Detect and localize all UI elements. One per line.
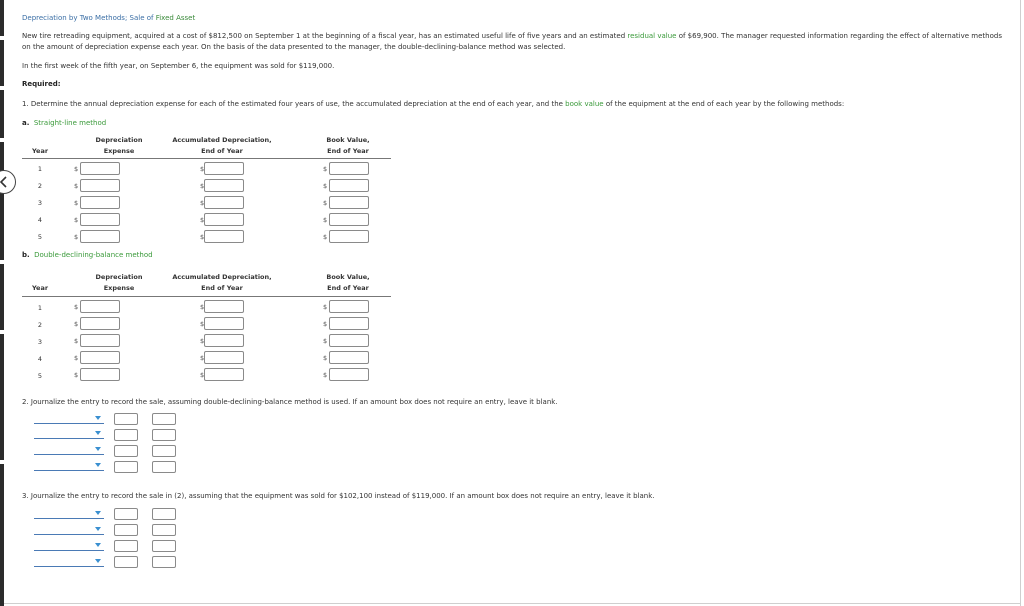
dep-header-line1: Depreciation	[95, 273, 143, 281]
credit-input[interactable]	[152, 524, 176, 536]
left-edge-bar	[0, 0, 4, 606]
dropdown-arrow-icon[interactable]	[95, 463, 101, 467]
dep-header-line1: Depreciation	[95, 136, 143, 144]
book-header-line2: End of Year	[327, 147, 369, 155]
question-3: 3. Journalize the entry to record the sale in (2), assuming that the equipment was sold for $102,100 instead of $119,000. If an amount box does not require an entry, leave it blank.	[22, 492, 655, 500]
dep-expense-input[interactable]	[80, 213, 120, 226]
year-label: 5	[37, 233, 43, 241]
book-value-input[interactable]	[329, 334, 369, 347]
account-select[interactable]	[34, 534, 104, 535]
book-header-line2: End of Year	[327, 284, 369, 292]
dep-expense-input[interactable]	[80, 334, 120, 347]
accum-dep-input[interactable]	[204, 179, 244, 192]
q1-text-1: 1. Determine the annual depreciation expense for each of the estimated four years of use, the accumulated depreciation at the end of each year, and the	[22, 100, 566, 108]
book-value-input[interactable]	[329, 162, 369, 175]
left-edge-notch	[0, 460, 4, 464]
credit-input[interactable]	[152, 461, 176, 473]
year-label: 4	[37, 355, 43, 363]
accum-dep-input[interactable]	[204, 213, 244, 226]
dropdown-arrow-icon[interactable]	[95, 559, 101, 563]
dollar-sign: $	[74, 337, 79, 345]
intro-paragraph	[22, 31, 1007, 53]
question-2: 2. Journalize the entry to record the sale, assuming double-declining-balance method is used. If an amount box does not require an entry, leave it blank.	[22, 398, 558, 406]
dollar-sign: $	[323, 354, 328, 362]
credit-input[interactable]	[152, 413, 176, 425]
acc-header-line2: End of Year	[201, 284, 243, 292]
accum-dep-input[interactable]	[204, 196, 244, 209]
account-select[interactable]	[34, 438, 104, 439]
dollar-sign: $	[74, 216, 79, 224]
book-header-line1: Book Value,	[326, 273, 370, 281]
acc-header-line1: Accumulated Depreciation,	[172, 273, 272, 281]
back-button[interactable]	[0, 170, 16, 194]
accum-dep-header	[162, 272, 282, 294]
dollar-sign: $	[74, 320, 79, 328]
debit-input[interactable]	[114, 445, 138, 457]
section-a-title: Straight-line method	[33, 119, 107, 127]
problem-title	[22, 14, 195, 22]
dollar-sign: $	[200, 233, 205, 241]
dep-header-line2: Expense	[103, 284, 135, 292]
year-label: 4	[37, 216, 43, 224]
book-value-input[interactable]	[329, 368, 369, 381]
account-select[interactable]	[34, 566, 104, 567]
sold-text: In the first week of the fifth year, on September 6, the equipment was sold for $119,000.	[22, 62, 335, 70]
section-a-label	[22, 118, 1007, 129]
debit-input[interactable]	[114, 461, 138, 473]
account-select[interactable]	[34, 454, 104, 455]
year-label: 3	[37, 199, 43, 207]
chevron-left-icon	[0, 176, 9, 188]
book-value-input[interactable]	[329, 351, 369, 364]
dollar-sign: $	[323, 233, 328, 241]
dollar-sign: $	[200, 320, 205, 328]
acc-header-line1: Accumulated Depreciation,	[172, 136, 272, 144]
book-value-input[interactable]	[329, 317, 369, 330]
account-select[interactable]	[34, 470, 104, 471]
account-select[interactable]	[34, 423, 104, 424]
accum-dep-input[interactable]	[204, 351, 244, 364]
book-value-input[interactable]	[329, 230, 369, 243]
book-header-line1: Book Value,	[326, 136, 370, 144]
section-b-label	[22, 250, 1007, 261]
accum-dep-input[interactable]	[204, 368, 244, 381]
straight-line-table	[22, 135, 391, 247]
dep-header-line2: Expense	[103, 147, 135, 155]
dep-expense-header	[74, 135, 164, 157]
fixed-asset-link[interactable]: Fixed Asset	[155, 14, 196, 22]
title-text: Depreciation by Two Methods; Sale of	[22, 14, 156, 22]
ddb-table	[22, 272, 391, 384]
year-header: Year	[31, 147, 49, 155]
credit-input[interactable]	[152, 508, 176, 520]
left-edge-notch	[0, 86, 4, 90]
dep-expense-input[interactable]	[80, 230, 120, 243]
debit-input[interactable]	[114, 540, 138, 552]
credit-input[interactable]	[152, 556, 176, 568]
debit-input[interactable]	[114, 524, 138, 536]
dollar-sign: $	[74, 371, 79, 379]
left-edge-notch	[0, 330, 4, 334]
intro-text-2: of $69,900. The manager requested information regarding the effect of alternative methods on the amount of depreciation expense each year. On the basis of the data presented to the manager, the double-declining-balance method was selected.	[22, 32, 1002, 51]
accum-dep-header	[162, 135, 282, 157]
dropdown-arrow-icon[interactable]	[95, 527, 101, 531]
dropdown-arrow-icon[interactable]	[95, 543, 101, 547]
dollar-sign: $	[74, 199, 79, 207]
account-select[interactable]	[34, 550, 104, 551]
dropdown-arrow-icon[interactable]	[95, 511, 101, 515]
book-value-input[interactable]	[329, 213, 369, 226]
dollar-sign: $	[74, 182, 79, 190]
account-select[interactable]	[34, 518, 104, 519]
section-b-title: Double-declining-balance method	[34, 251, 153, 259]
dollar-sign: $	[200, 165, 205, 173]
accum-dep-input[interactable]	[204, 334, 244, 347]
book-value-input[interactable]	[329, 300, 369, 313]
dollar-sign: $	[200, 199, 205, 207]
dep-expense-input[interactable]	[80, 300, 120, 313]
credit-input[interactable]	[152, 540, 176, 552]
credit-input[interactable]	[152, 445, 176, 457]
left-edge-notch	[0, 36, 4, 40]
right-border	[1020, 0, 1021, 606]
dep-expense-header	[74, 272, 164, 294]
book-value-header	[318, 272, 378, 294]
dollar-sign: $	[200, 337, 205, 345]
accum-dep-input[interactable]	[204, 317, 244, 330]
dollar-sign: $	[323, 303, 328, 311]
year-label: 5	[37, 372, 43, 380]
left-edge-notch	[0, 260, 4, 264]
dep-expense-input[interactable]	[80, 368, 120, 381]
dollar-sign: $	[323, 337, 328, 345]
residual-value-link[interactable]: residual value	[627, 32, 677, 40]
accum-dep-input[interactable]	[204, 230, 244, 243]
dollar-sign: $	[323, 165, 328, 173]
dep-expense-input[interactable]	[80, 162, 120, 175]
debit-input[interactable]	[114, 429, 138, 441]
dollar-sign: $	[200, 303, 205, 311]
intro-text-1: New tire retreading equipment, acquired at a cost of $812,500 on September 1 at the beginning of a fiscal year, has an estimated useful life of five years and an estimated	[22, 32, 628, 40]
dollar-sign: $	[323, 182, 328, 190]
header-rule	[22, 158, 391, 159]
credit-input[interactable]	[152, 429, 176, 441]
dollar-sign: $	[200, 182, 205, 190]
dep-expense-input[interactable]	[80, 196, 120, 209]
left-edge-notch	[0, 138, 4, 142]
debit-input[interactable]	[114, 508, 138, 520]
header-rule	[22, 296, 391, 297]
dollar-sign: $	[74, 303, 79, 311]
dropdown-arrow-icon[interactable]	[95, 431, 101, 435]
bottom-border	[4, 603, 1020, 604]
book-value-header	[318, 135, 378, 157]
debit-input[interactable]	[114, 413, 138, 425]
required-label: Required:	[22, 80, 61, 88]
year-label: 1	[37, 304, 43, 312]
year-label: 2	[37, 182, 43, 190]
section-a-letter: a.	[22, 119, 30, 127]
section-b-letter: b.	[22, 251, 30, 259]
book-value-input[interactable]	[329, 179, 369, 192]
dollar-sign: $	[323, 320, 328, 328]
dollar-sign: $	[74, 233, 79, 241]
dep-expense-input[interactable]	[80, 179, 120, 192]
dropdown-arrow-icon[interactable]	[95, 416, 101, 420]
book-value-input[interactable]	[329, 196, 369, 209]
year-label: 3	[37, 338, 43, 346]
dropdown-arrow-icon[interactable]	[95, 447, 101, 451]
year-header: Year	[31, 284, 49, 292]
dollar-sign: $	[200, 371, 205, 379]
dollar-sign: $	[323, 371, 328, 379]
accum-dep-input[interactable]	[204, 162, 244, 175]
question-1	[22, 99, 1007, 110]
dollar-sign: $	[323, 199, 328, 207]
acc-header-line2: End of Year	[201, 147, 243, 155]
year-label: 2	[37, 321, 43, 329]
dollar-sign: $	[74, 165, 79, 173]
dollar-sign: $	[200, 354, 205, 362]
accum-dep-input[interactable]	[204, 300, 244, 313]
dep-expense-input[interactable]	[80, 317, 120, 330]
q1-text-2: of the equipment at the end of each year by the following methods:	[603, 100, 845, 108]
dep-expense-input[interactable]	[80, 351, 120, 364]
year-label: 1	[37, 165, 43, 173]
book-value-link[interactable]: book value	[565, 100, 604, 108]
dollar-sign: $	[323, 216, 328, 224]
dollar-sign: $	[74, 354, 79, 362]
debit-input[interactable]	[114, 556, 138, 568]
dollar-sign: $	[200, 216, 205, 224]
